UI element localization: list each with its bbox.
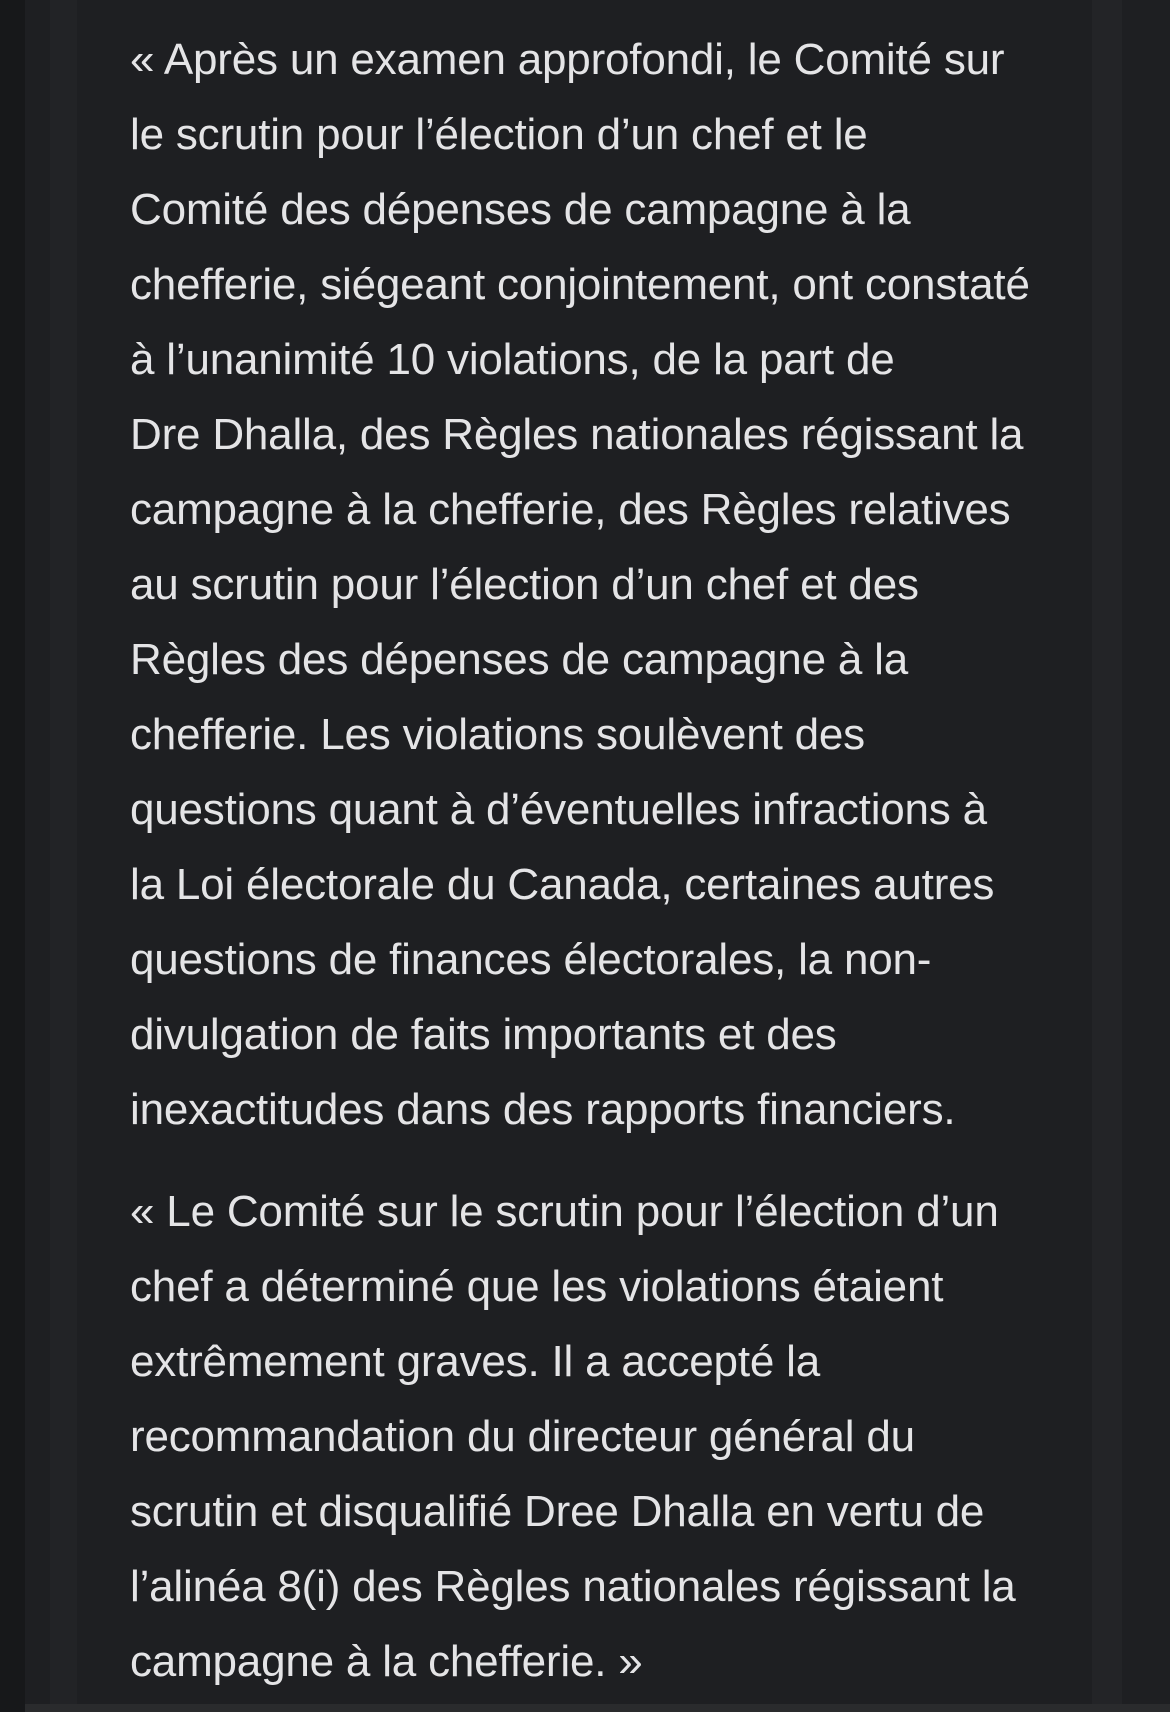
text-line: recommandation du directeur général du — [130, 1412, 915, 1461]
right-gutter-band — [1092, 0, 1122, 1712]
text-line: inexactitudes dans des rapports financiers. — [130, 1085, 956, 1134]
text-line: extrêmement graves. Il a accepté la — [130, 1337, 820, 1386]
text-line: chefferie, siégeant conjointement, ont constaté — [130, 260, 1030, 309]
text-line: chef a déterminé que les violations étaient — [130, 1262, 944, 1311]
text-line: la Loi électorale du Canada, certaines autres — [130, 860, 995, 909]
text-line: questions quant à d’éventuelles infractions à — [130, 785, 987, 834]
article-body — [130, 22, 1090, 1699]
text-line: au scrutin pour l’élection d’un chef et des — [130, 560, 919, 609]
text-line: l’alinéa 8(i) des Règles nationales régissant la — [130, 1562, 1016, 1611]
text-line: le scrutin pour l’élection d’un chef et le — [130, 110, 868, 159]
bottom-divider — [25, 1704, 1170, 1712]
paragraph-1 — [130, 22, 1090, 1147]
paragraph-2 — [130, 1174, 1090, 1699]
text-line: divulgation de faits importants et des — [130, 1010, 837, 1059]
left-gutter-band — [50, 0, 77, 1712]
text-line: Dre Dhalla, des Règles nationales régissant la — [130, 410, 1024, 459]
text-line: chefferie. Les violations soulèvent des — [130, 710, 865, 759]
text-line: à l’unanimité 10 violations, de la part de — [130, 335, 895, 384]
text-line: Comité des dépenses de campagne à la — [130, 185, 911, 234]
text-line: « Après un examen approfondi, le Comité sur — [130, 35, 1005, 84]
left-edge-shade — [0, 0, 25, 1712]
text-line: Règles des dépenses de campagne à la — [130, 635, 909, 684]
text-line: campagne à la chefferie, des Règles relatives — [130, 485, 1011, 534]
text-line: questions de finances électorales, la non- — [130, 935, 932, 984]
text-line: campagne à la chefferie. » — [130, 1637, 643, 1686]
text-line: « Le Comité sur le scrutin pour l’élection d’un — [130, 1187, 999, 1236]
text-line: scrutin et disqualifié Dree Dhalla en vertu de — [130, 1487, 985, 1536]
